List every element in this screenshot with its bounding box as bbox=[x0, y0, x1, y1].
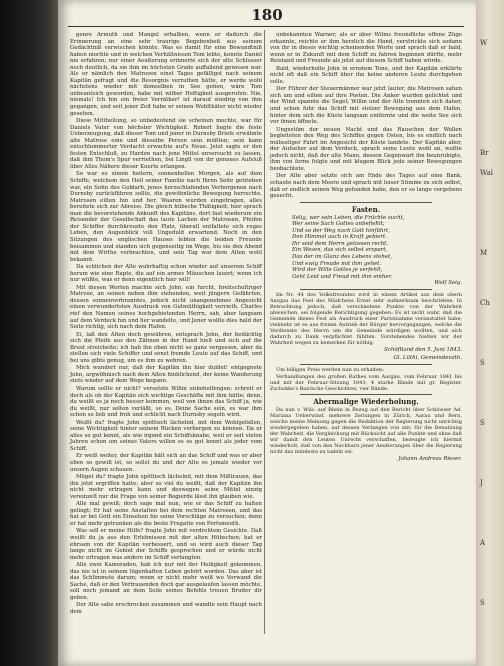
poem-line: Ein Wesen, das sich selbst erspart, bbox=[292, 247, 388, 254]
peek-text: A bbox=[480, 539, 486, 547]
peek-text: Wal bbox=[480, 169, 493, 177]
peek-text: S bbox=[480, 359, 485, 367]
paragraph: Alle mal gewiß; doch sage mal nun, wie er das Schiff zu halten gelingt; Er hat seine Anstalten bei dem rechten Matrosen, und das hat er bei Gott ein Einsehen bis seine Vorschläge zu versuchen; denn er hat mehr getrunken als die beste Fregatte von Portsmouth. bbox=[70, 501, 262, 527]
paragraph: Weißt du? fragte John spöttisch lächelnd, mit dem Wohlgefallen, seine Wichtigkeit hinter seinem Rücken verbergen zu können. Da er alles so gut kennt, als wie irgend ein Schiffsknabe, weil er seit vielen Jahren schon um seines Vaters willen es so gut kennt als jeder vom Schiff. bbox=[70, 419, 262, 452]
book-binding-shadow bbox=[0, 0, 58, 666]
poem-line: Geht Leid und Freud mit ihm einher. bbox=[292, 273, 393, 280]
poem-signature: Wolf Seig. bbox=[434, 280, 462, 287]
paragraph: So war es einem heitern, sonnenhellen Morgen, als auf dem Schiffe, welchem den Heil seiner Familie nach Ihren Seite getrieben war, ein Sohn des Goldarb, jenes herzschlafenden Verborgenen nach Durnsby zurückführen sollte, die gewöhnliche Bewegung herrschte. Matrosen eilten hin und her, Waaren wurden eingetragen, alles bereitete sich zur Abreise. Die gleich hübsche Thätigkeit; hier sprach man die bevorstehende Ankunft des Kapitäns, dort fast wiederum ein Reisender der Gesellschaft das laute Lachen der Matrosen, Pfeifen der Schiffer durchkreuzte den Platz, überall entfaltete sich reges Leben, den Augenblick voll Ungeduld erwartend. Noch in den Sitzungen des englischen Hauses lebten die beiden Freunde beisammen und standen sich gegenseitig im Wege, bis sie den Abend mit dem Wirthe verbrachten, und sein Tag war dem Alten wohl bekannt. bbox=[70, 171, 262, 263]
peek-text: W bbox=[480, 39, 488, 47]
newspaper-page bbox=[58, 0, 476, 666]
header-rule bbox=[68, 26, 464, 27]
paragraph: Warum sollte er nicht? versetzte Willm unbeholfengen; schreit er doch als ob der Kapitän sich wichtige Geschäfte mit ihm hätte; denn, du weißt es ja noch besser kommen, weil von ihnen das Schiff ja, wie du weißt, nur selten verläßt, so es, Deine Sache sein, es war ihm schon so lieb und froh und schlicht nach Durnsby segeln wird. bbox=[70, 385, 262, 419]
notice-repeat: Da nun v. Wils. auf Rhein in Bezug auf den Bericht über Schlosser Ad. Mariana Ueberwind, mehrere Zeitungen in Zürich, Aarau und Bern, welche meine Meinung gegen die Redaktion der Regierung nicht unrichtig wiedergegeben haben, auf dessen Verlangen von mir, für die Benutzung der Wahrheit, die Vergleichung mit Rücksicht auf alle Punkte und ohne daß wir damit den Leuten Unrecht verschaffen, bezeugte ich hiermit wiederholt, daß von den Nachbarn jener Aeußerungen über die Regierung nicht das mindeste zu tadeln sei. bbox=[270, 406, 462, 455]
notice-signature: Johann Andreas Rieser. bbox=[398, 455, 462, 462]
paragraph: Der Führer der Steuermänner war jetzt lauter, die Matrosen sahen sich um und eilten auf ihre Posten. Die Anker wurden gelichtet und der Wind spannte die Segel; Willm und der Alte trennten sich daher, und schon fuhr das Schiff mit stolzer Bewegung aus dem Hafen, hinter dem sich die Küste langsam entfernte und die weite See sich vor ihnen öffnete. bbox=[270, 86, 462, 126]
notice-correction: Im Nr. 44 des Volksfreundes wird in einem Artikel aus dem obern Aargau das Fest des Mädchens Ernst sehr aufmerksam beschrieben. In Betrachtung jedoch, daß verschiedene Punkte von der Wahrheit abweichen, sei folgende Berichtigung gegeben: Es ist nicht wahr, daß die Gemeinde dieses Fest als Ausdruck einer Parteinahme veranstaltet habe; vielmehr ist es aus freiem Antrieb der Bürger hervorgegangen, welche die Verdienste des Herrn um die Gemeinde würdigen wollten, und sich dadurch zu Dank verpflichtet fühlten. Vorstehendes hielten wir der Wahrheit wegen zu bemerken für nöthig. bbox=[270, 291, 462, 346]
notice-place-date: Schöftland den 5. Juni 1843. bbox=[384, 346, 462, 353]
poem-line: Wird der Wille Gottes je verfehlt, bbox=[292, 267, 383, 274]
left-column bbox=[70, 32, 262, 617]
peek-text: S bbox=[480, 419, 485, 427]
peek-text: Br bbox=[480, 149, 489, 157]
poem-line: Und ewig Freude mit ihm gehet. bbox=[292, 260, 382, 267]
section-rule bbox=[300, 394, 432, 395]
paragraph: Der Alte sahe erschrocken zusammen und wandte sein Haupt nach dem bbox=[70, 602, 262, 616]
poem-line: Den Himmel auch in Kraft gebiert. bbox=[292, 234, 387, 241]
section-rule bbox=[300, 202, 432, 203]
section-rule bbox=[300, 289, 432, 290]
next-page-edge bbox=[476, 0, 504, 666]
paragraph: genre Armuth und Mangel erhalben, wenn er dadurch die Erinnerung an eine sehr traurige Begebenheit aus seinem Gedächtniß verwischen könnte. Was es damit für eine Bewandtniß haben mochte und in welchen Verhältnissen Tom lebte, konnte Daniel nie erfahren; nur einer Aeußerung erinnerte sich der alte Schlosser noch deutlich, da sie ihm im höchsten Grade auffallend gewesen war. Als er nämlich den Matrosen einst Tages gefälligst nach seinem Kapitän gefragt und die Besorgnis verrathen hätte, er werde wohl nächstens wieder mit demselben in See gehen, wäre Tom unbeantsich geworden, habe mit wilber Heftigkeit ausgerufen: Nie, niemals! Ich bin ein freier Verräther! ist darauf wiedrig von ihm gegangen, und seit jener Zeit habe er seinen Wohlthäter nicht wieder gesehen. bbox=[70, 32, 262, 117]
paragraph: Da schlichen der Alte wahrhaftig schon wieder auf unserem Schiff herum wie eine Rapte, die auf ein armes Mäuschen lauert; wenn ich nur wüßte, was er denn eigentlich hier will! bbox=[70, 264, 262, 284]
notice-signature: Gl. Lüthi, Gemeindevath. bbox=[393, 355, 462, 362]
paragraph: Ei, laß den Alten doch gewähren, entsprach John, der bedächtig sich die Pfeife aus den Zähnen in der Hand hielt und sich auf die Brust streichelte; ich hab ihn eben nicht so ganz vergessen, aber da stellen sich viele Schiffer und sonst fremde Leute auf das Schiff, und bei uns gibts genug, um es ihm zu wehren. bbox=[70, 331, 262, 364]
paragraph: Was soll er meine Hilfe? fragte John mit verdrehtem Gesichte. Daß weißt du ja aus den Erlebnissen mit der alten Hübschen; hat er ehrsam von dir Kapitän verbessert, und so wird auch dieser Tag lange nicht im Gebiet der Schiffe gesprochen und er würde nicht mehr ertragen was andere im Schiff verlangten. bbox=[70, 528, 262, 561]
poem-line: Wer seine Sach Gottes anbefiehlt; bbox=[292, 221, 385, 228]
notice-sale-lead: Um billigen Preis werden nun zu erhalten: bbox=[276, 366, 384, 373]
notice-title: Abermalige Wiederholung. bbox=[313, 396, 419, 406]
paragraph: Der Alte aber setzte sich am Ende des Tages auf eine Bank, schaute nach dem Meere und sprach mit leiser Stimme zu sich selbst, daß er endlich seinen Weg gefunden habe, den er so lange vergebens gesucht. bbox=[270, 173, 462, 200]
paragraph: Er weiß weiter, der Kapitän hält sich an das Schiff und was er aber eben so gewiß ist, so sollst du und der Alte es jemals wieder vor unsern Augen schauen. bbox=[70, 453, 262, 473]
paragraph: unbekannten Warner; als er aber Wilms freundliche offene Züge erkannte, reichte er ihm herzlich die Hand, verstrickte sich sodann von ihr in dieses wichtig scheinenden Worte und sprach daß er bald, wenn er in Zukunft mit dem Schiff zu fahren beginnen dürfte, mehr Beistand und Freunde als jetzt auf diesem Schiff haben würde. bbox=[270, 32, 462, 65]
poem-line: Ihr seid dem Herrn gelassen recht, bbox=[292, 240, 389, 247]
poem-line: Selig, wer sein Leben, die Früchte sucht, bbox=[292, 214, 405, 221]
peek-text: Ch bbox=[480, 299, 490, 307]
column-divider bbox=[264, 30, 265, 634]
right-column bbox=[270, 32, 462, 464]
peek-text: M bbox=[480, 249, 488, 257]
paragraph: Mit diesen Worten machte sich John, ein furcht, breitschultriger Matrose, an seinen neben ihm stehenden, weit jüngern Gefährten, dessen sonnenverbranntes, jedoch nicht unangenehmes Angesicht einen verwundertsten Ausdruck von Gutmüthigkeit verrieth. Charles rief den Namen seines hochgebietenden Herrn, sah, aber langsam auf dem Verdeck hin und her wandelte, und Jener wollte dies bald der Seite richtig, sich nach dem Hafen. bbox=[70, 284, 262, 331]
paragraph: Diese Mittheilung, so unbedeutend sie scheinen mochte, war für Daniels Vater von höchster Wichtigkeit. Robert hegte die feste Ueberzeugung, daß dieser Tom und jener in Durnsby Briefe erwähnte alte Matrose eine und dieselbe Person sein müßten; sein kann entschlummerter Verdacht erwachte auf's Neue. Jetzt sagte er den festen Entschluß, zu Harden nach jene Mittel unversucht zu lassen, daß ihm Thom's Spur verriethen, bei Lingll von ihr genaues Aufsluß über Alles Nähere dieser Kuerte erlangen. bbox=[70, 118, 262, 170]
poem-title: Fasten. bbox=[351, 204, 381, 214]
paragraph: Alle zwei Kameraden, hab ich nur mit der Heiligkeit gekommen, das nie ist in seinem lügenhaften Leben gehört worden. Das aber ist das Schlimmste darum; wenn er nicht mehr weiß wo Vorwand die Sache, daß er den Vertrauenden doch gar ausgelaufen lassen möchte, soll noch jemand an dem Seile seines Befehls treuen Bruder dir geben. bbox=[70, 562, 262, 601]
notice-sale: Verhandlungen des großen Rathes vom Aargau, vom Februar 1841 bis und mit der Februar-Sitzung 1843; 4 starke Bände mit gr. Register. Zschokke's Bairische Geschichten, vier Bände. bbox=[270, 373, 462, 392]
poem-line: Und so der Weg nach Gott hinführt, bbox=[292, 227, 390, 234]
paragraph: Bald, wiederholte John in ernstem Tone, und der Kapitän erklärte nicht oft daß ein Schiff über ihn keine anderen Leute durchgehen solle. bbox=[270, 65, 462, 85]
poem-line: Das der im Glanz des Lebens stehet, bbox=[292, 253, 392, 260]
peek-text: S bbox=[480, 599, 485, 607]
paragraph: Möget du? fragte John spöttisch lächelnd, mit dem Mißtrauen, das ihn jetzt ergriffen hatte; aber so viel du weißt, daß der Kapitän ihn nicht mehr ertragen kann und deswegen seine Mittel einzig vereinzelt nur die Frage von seiner Begierde lässt ihn glauben wie. bbox=[70, 474, 262, 500]
paragraph: Mich wundert nur, daß der Kapitän ihn hier duldet! entgegnete John, argwöhnisch nach dem Alten hinblickend, der keine Wanderung stets wieder auf dem Wege begann. bbox=[70, 365, 262, 385]
peek-text: J bbox=[480, 479, 483, 487]
section-rule bbox=[300, 364, 432, 365]
paragraph: Ungestüm der neuen Nacht und das Rauschen der Wellen begleiteten den Weg des Schiffes gegen Osten, bis es endlich nach mühseliger Fahrt im Angesicht der Küste landete. Der Kapitän aber, der Aufseher auf dem Verdeck, sprach seine Leute wohl an, wußte jedoch nicht, daß der alte Mann, dessen Gegenwart ihn beunruhigte, ihm von ferne folgte und mit klugem Blick jede seiner Bewegungen beobachtete. bbox=[270, 126, 462, 172]
page-number: 180 bbox=[251, 6, 283, 24]
